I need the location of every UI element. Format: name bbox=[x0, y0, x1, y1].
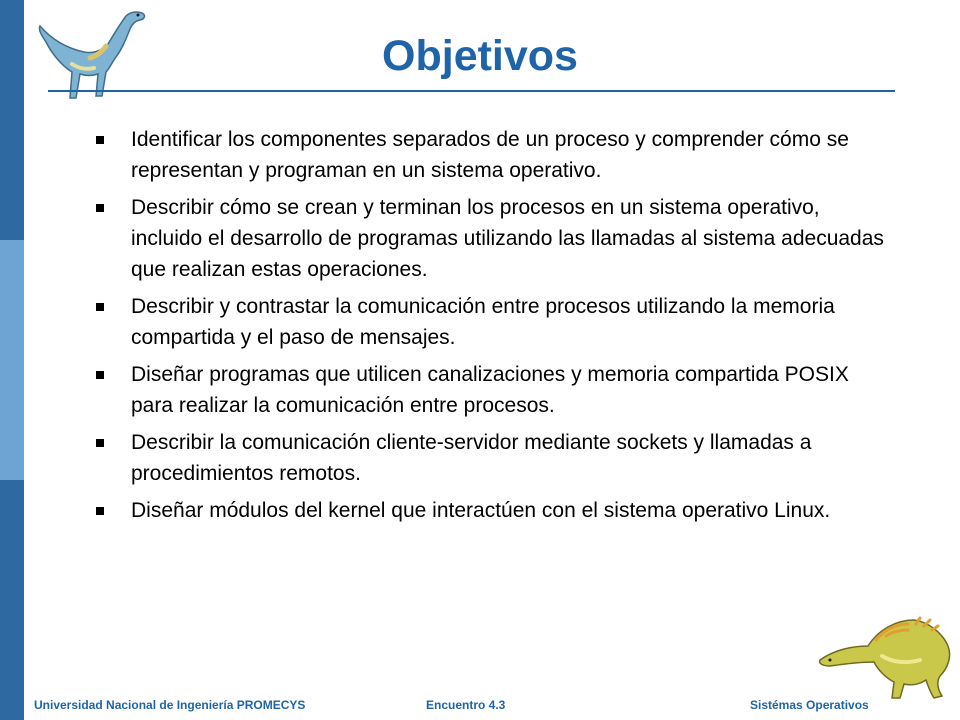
slide-title: Objetivos bbox=[382, 32, 578, 80]
list-item bbox=[96, 495, 896, 526]
square-bullet-icon bbox=[96, 303, 104, 311]
side-bar-segment bbox=[0, 480, 24, 720]
list-item-text: Identificar los componentes separados de un proceso y comprender cómo se representan y programan en un sistema operativo. bbox=[131, 128, 849, 182]
dinosaur-icon bbox=[816, 600, 956, 706]
list-item bbox=[96, 291, 896, 353]
square-bullet-icon bbox=[96, 136, 104, 144]
footer-page-label: Encuentro 4.3 bbox=[426, 698, 506, 712]
list-item bbox=[96, 427, 896, 489]
square-bullet-icon bbox=[96, 204, 104, 212]
list-item bbox=[96, 359, 896, 421]
side-bar bbox=[0, 0, 24, 720]
square-bullet-icon bbox=[96, 439, 104, 447]
square-bullet-icon bbox=[96, 507, 104, 515]
list-item-text: Describir cómo se crean y terminan los procesos en un sistema operativo, incluido el desarrollo de programas utilizando las llamadas al sistema adecuadas que realizan estas operaciones. bbox=[131, 196, 884, 281]
list-item-text: Diseñar módulos del kernel que interactúen con el sistema operativo Linux. bbox=[131, 499, 831, 522]
title-divider bbox=[48, 90, 895, 92]
footer-institution: Universidad Nacional de Ingeniería PROMECYS bbox=[34, 698, 306, 712]
list-item-text: Describir y contrastar la comunicación entre procesos utilizando la memoria compartida y el paso de mensajes. bbox=[131, 295, 835, 349]
footer-course: Sistémas Operativos bbox=[750, 698, 869, 712]
list-item-text: Describir la comunicación cliente-servidor mediante sockets y llamadas a procedimientos remotos. bbox=[131, 431, 812, 485]
side-bar-segment bbox=[0, 240, 24, 480]
list-item bbox=[96, 124, 896, 186]
list-item-text: Diseñar programas que utilicen canalizaciones y memoria compartida POSIX para realizar la comunicación entre procesos. bbox=[131, 363, 849, 417]
objectives-list bbox=[96, 124, 896, 532]
list-item bbox=[96, 192, 896, 285]
square-bullet-icon bbox=[96, 371, 104, 379]
